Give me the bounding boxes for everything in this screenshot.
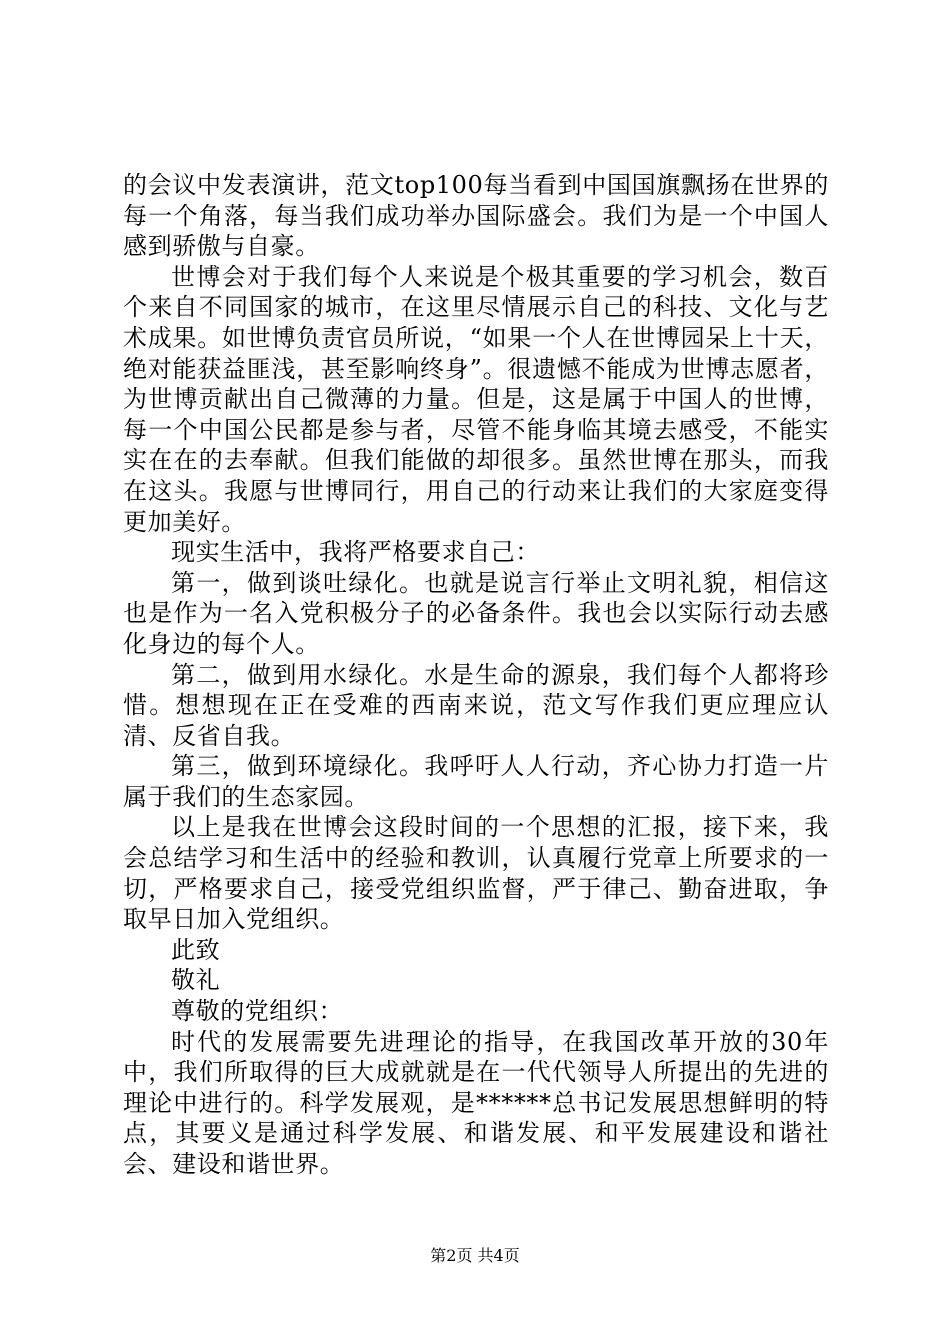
closing-cizhi: 此致 xyxy=(171,935,221,964)
paragraph-self-requirement: 现实生活中，我将严格要求自己： xyxy=(171,538,540,567)
document-body xyxy=(123,170,829,1180)
salutation: 尊敬的党组织： xyxy=(171,997,344,1026)
paragraph-point-one: 第一，做到谈吐绿化。也就是说言行举止文明礼貌，相信这也是作为一名入党积极分子的必备条件。我也会以实际行动去感化身边的每个人。 xyxy=(123,568,829,658)
paragraph-scientific-development: 时代的发展需要先进理论的指导，在我国改革开放的30年中，我们所取得的巨大成就就是在一代代领导人所提出的先进的理论中进行的。科学发展观，是******总书记发展思想鲜明的特点，其要义是通过科学发展、和谐发展、和平发展建设和谐社会、建设和谐世界。 xyxy=(123,1027,829,1178)
paragraph-continuation: 的会议中发表演讲，范文top100每当看到中国国旗飘扬在世界的每一个角落，每当我们成功举办国际盛会。我们为是一个中国人感到骄傲与自豪。 xyxy=(123,171,829,261)
paragraph-summary: 以上是我在世博会这段时间的一个思想的汇报，接下来，我会总结学习和生活中的经验和教训，认真履行党章上所要求的一切，严格要求自己，接受党组织监督，严于律己、勤奋进取，争取早日加入党组织。 xyxy=(123,813,829,934)
page-number-footer: 第2页 共4页 xyxy=(430,1246,520,1265)
paragraph-point-two: 第二，做到用水绿化。水是生命的源泉，我们每个人都将珍惜。想想现在正在受难的西南来说，范文写作我们更应理应认清、反省自我。 xyxy=(123,660,829,750)
paragraph-point-three: 第三，做到环境绿化。我呼吁人人行动，齐心协力打造一片属于我们的生态家园。 xyxy=(123,752,829,811)
closing-jingli: 敬礼 xyxy=(171,966,221,995)
paragraph-expo-learning: 世博会对于我们每个人来说是个极其重要的学习机会，数百个来自不同国家的城市，在这里尽情展示自己的科技、文化与艺术成果。如世博负责官员所说，“如果一个人在世博园呆上十天，绝对能获益匪浅，甚至影响终身”。很遗憾不能成为世博志愿者，为世博贡献出自己微薄的力量。但是，这是属于中国人的世博，每一个中国公民都是参与者，尽管不能身临其境去感受，不能实实在在的去奉献。但我们能做的却很多。虽然世博在那头，而我在这头。我愿与世博同行，用自己的行动来让我们的大家庭变得更加美好。 xyxy=(123,262,829,536)
